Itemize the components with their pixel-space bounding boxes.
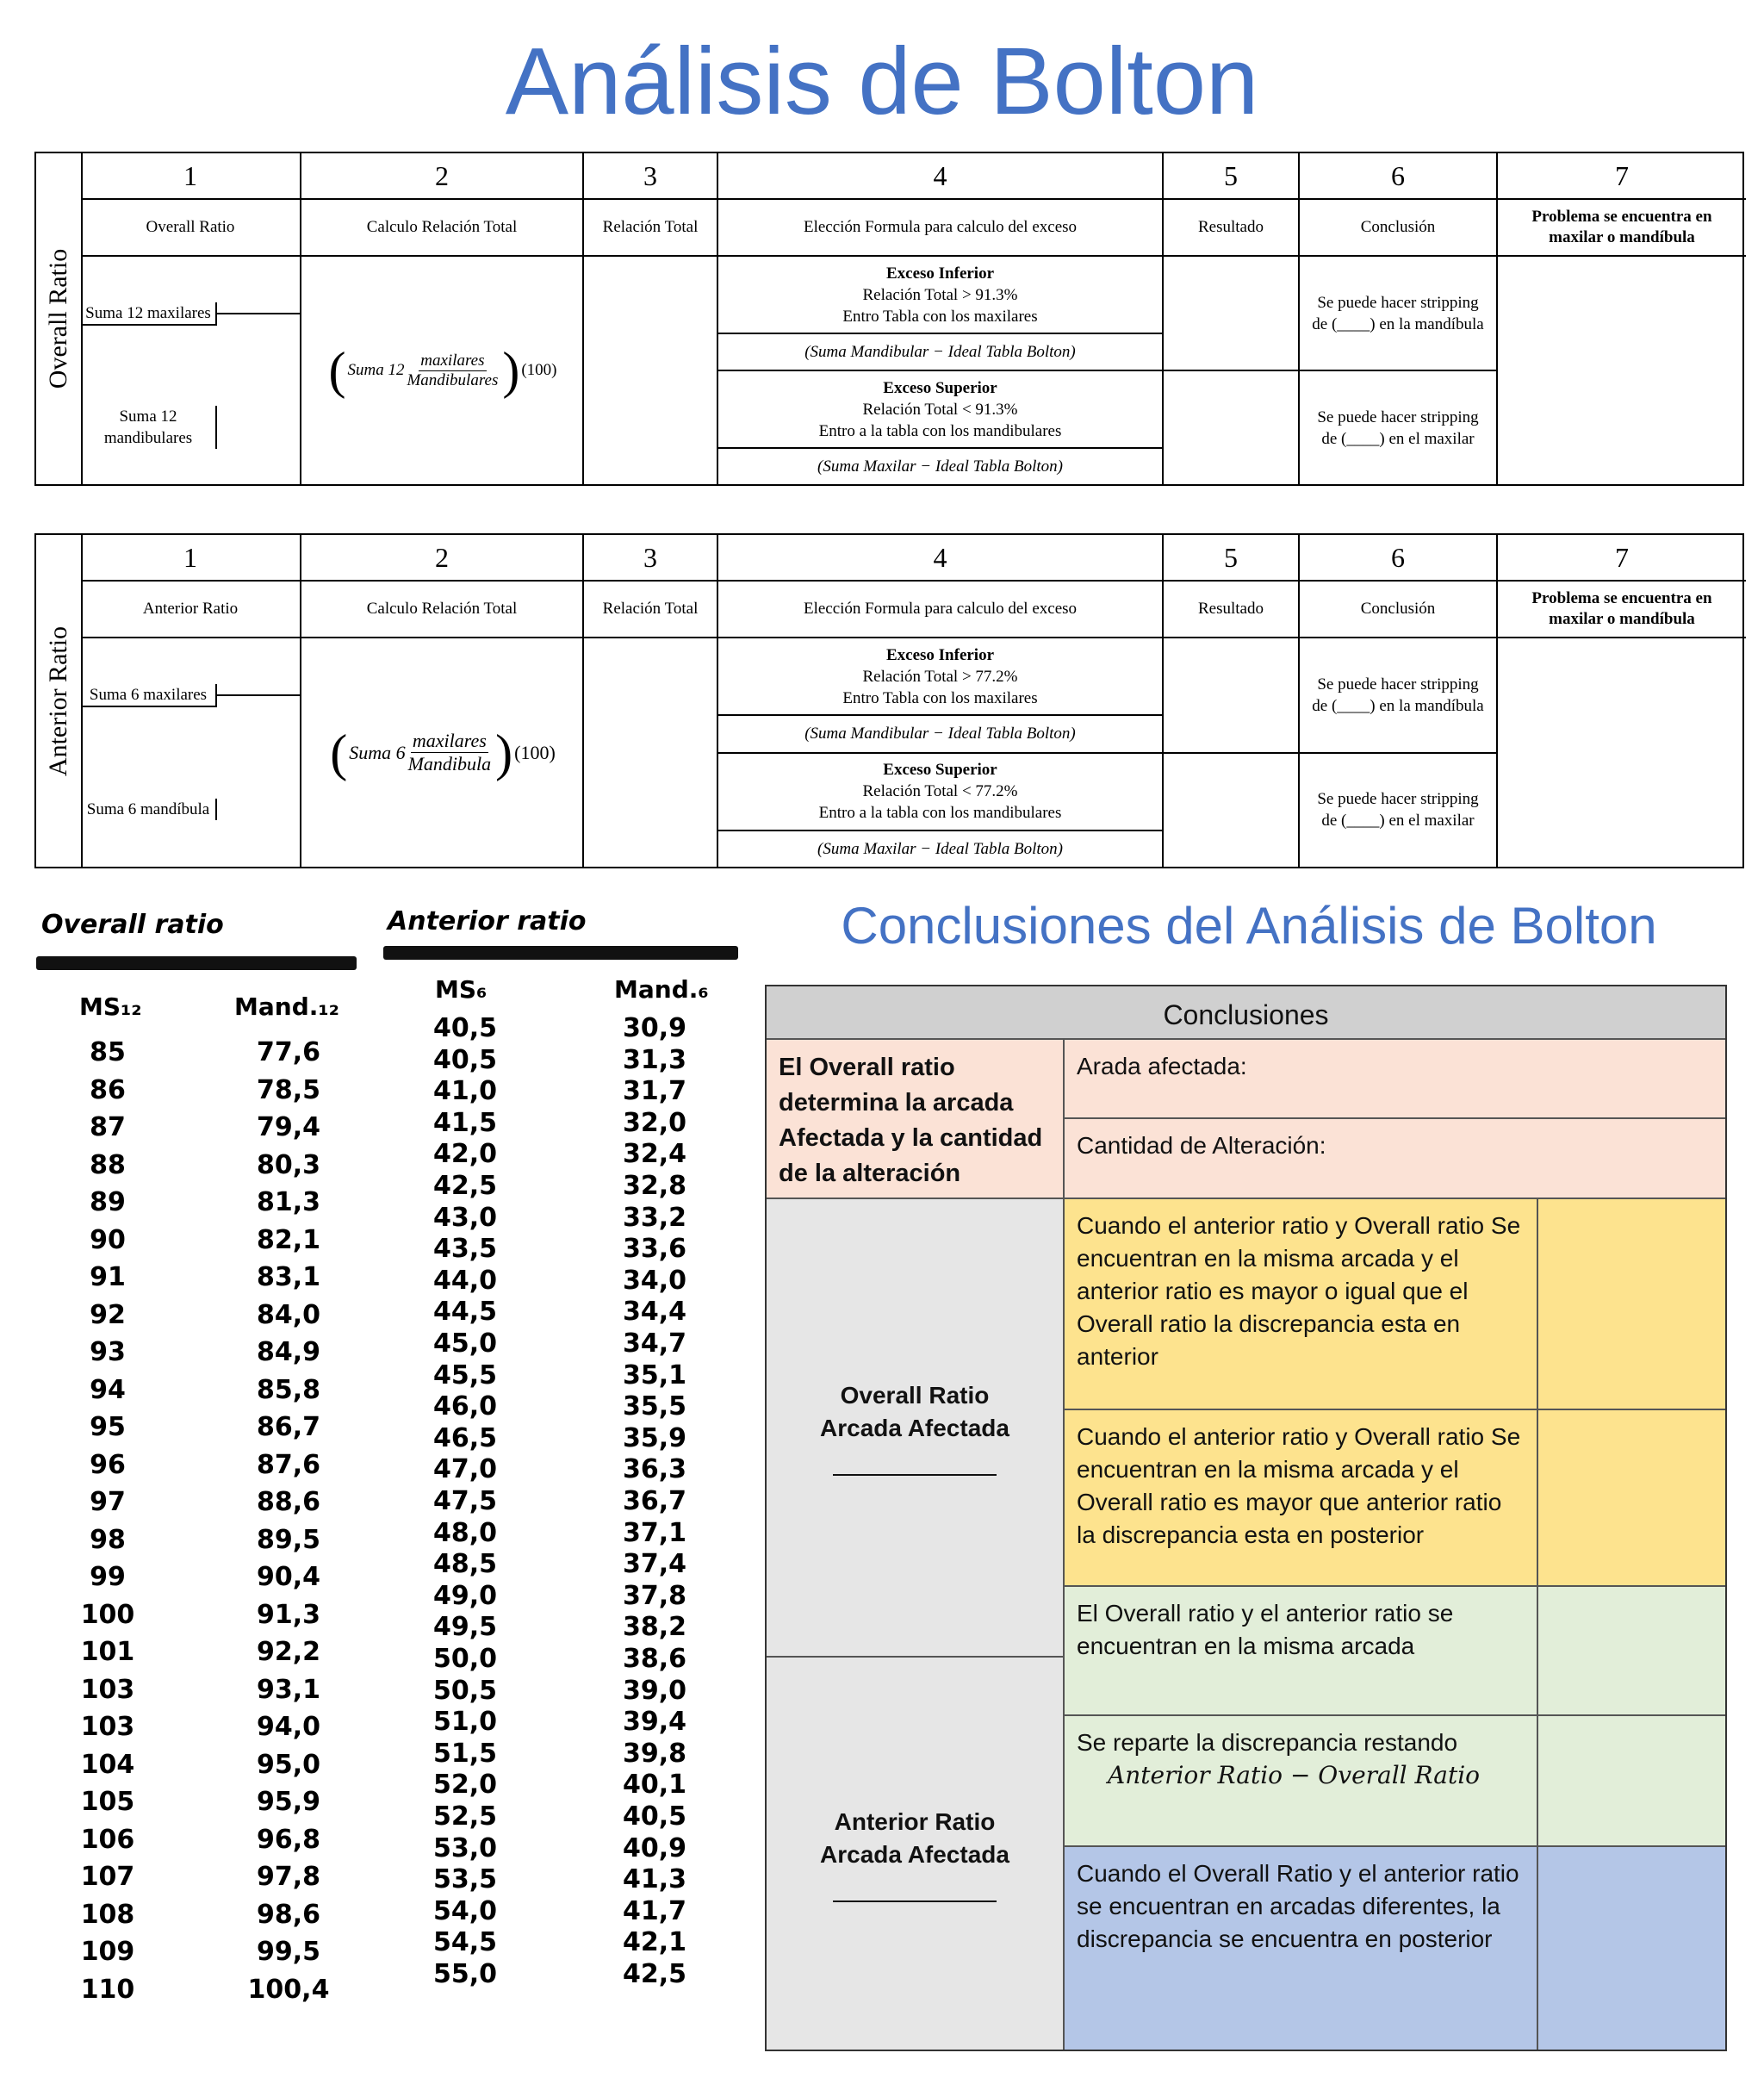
table-cell: 31,3 bbox=[622, 1044, 687, 1075]
table-cell: 40,5 bbox=[622, 1801, 687, 1832]
col-num-2: 2 bbox=[301, 153, 584, 200]
table-cell: 34,0 bbox=[622, 1265, 687, 1296]
anterior-ratio-table bbox=[34, 533, 1744, 868]
header-calculo: Calculo Relación Total bbox=[301, 582, 584, 638]
table-cell: 38,6 bbox=[622, 1644, 687, 1674]
sum-upper-input[interactable] bbox=[217, 313, 300, 314]
table-cell: 100,4 bbox=[247, 1974, 330, 2005]
table-cell: 33,6 bbox=[622, 1234, 687, 1265]
table-cell: 46,0 bbox=[432, 1391, 498, 1422]
table-cell: 92 bbox=[90, 1299, 126, 1330]
table-cell: 84,0 bbox=[256, 1299, 321, 1330]
header-relacion: Relación Total bbox=[584, 582, 718, 638]
resultado-cells bbox=[1164, 257, 1300, 484]
conclusion-cells: Se puede hacer stripping de (____) en la mandíbula Se puede hacer stripping de (____) en el maxilar bbox=[1300, 257, 1498, 484]
table-cell: 104 bbox=[80, 1749, 135, 1780]
table-cell: 40,9 bbox=[622, 1832, 687, 1863]
conclusions-header: Conclusiones bbox=[767, 986, 1725, 1040]
overall-side-label: Overall Ratio bbox=[36, 153, 83, 484]
table-cell: 110 bbox=[80, 1974, 135, 2005]
resultado-upper-input[interactable] bbox=[1164, 638, 1298, 752]
case4-check[interactable] bbox=[1538, 1716, 1725, 1847]
table-cell: 90,4 bbox=[256, 1562, 321, 1592]
table-cell: 93 bbox=[90, 1337, 126, 1367]
table-cell: 107 bbox=[80, 1862, 135, 1892]
table-cell: 32,8 bbox=[622, 1171, 687, 1201]
col-num-4: 4 bbox=[718, 535, 1164, 582]
table-cell: 53,5 bbox=[432, 1864, 498, 1895]
heading-rule bbox=[36, 956, 357, 970]
header-relacion: Relación Total bbox=[584, 200, 718, 257]
table-cell: 40,5 bbox=[432, 1044, 498, 1075]
resultado-lower-input[interactable] bbox=[1164, 752, 1298, 868]
overall-formula: ( Suma 12 $\frac{\text{maxilares}}{\text{Mandibulares}}$ ) (100) bbox=[301, 257, 584, 484]
table-cell: 50,0 bbox=[432, 1644, 498, 1674]
table-cell: 97 bbox=[90, 1487, 126, 1517]
table-cell: 85 bbox=[90, 1037, 126, 1067]
problema-input[interactable] bbox=[1498, 257, 1746, 484]
table-cell: 96 bbox=[90, 1449, 126, 1480]
table-cell: 83,1 bbox=[256, 1262, 321, 1292]
table-cell: 37,1 bbox=[622, 1517, 687, 1548]
table-cell: 37,4 bbox=[622, 1549, 687, 1580]
table-cell: 39,0 bbox=[622, 1675, 687, 1706]
col-head-mand12: Mand.₁₂ bbox=[234, 992, 339, 1021]
table-cell: 96,8 bbox=[256, 1824, 321, 1855]
table-cell: 44,5 bbox=[432, 1297, 498, 1328]
table-cell: 43,0 bbox=[432, 1202, 498, 1233]
table-cell: 41,3 bbox=[622, 1864, 687, 1895]
case-arcadas-diferentes: Cuando el Overall Ratio y el anterior ratio se encuentran en arcadas diferentes, la discrepancia se encuentra en posterior bbox=[1065, 1847, 1538, 2050]
table-cell: 80,3 bbox=[256, 1149, 321, 1180]
case-posterior-discrepancy: Cuando el anterior ratio y Overall ratio Se encuentran en la misma arcada y el Overall ratio es mayor que anterior ratio la discrepancia esta en posterior bbox=[1065, 1410, 1538, 1587]
col-num-1: 1 bbox=[81, 153, 301, 200]
table-cell: 43,5 bbox=[432, 1234, 498, 1265]
table-cell: 94,0 bbox=[256, 1712, 321, 1742]
table-cell: 42,0 bbox=[432, 1139, 498, 1170]
table-cell: 34,7 bbox=[622, 1328, 687, 1359]
table-cell: 46,5 bbox=[432, 1422, 498, 1453]
table-cell: 51,0 bbox=[432, 1707, 498, 1738]
relacion-total-input[interactable] bbox=[584, 638, 718, 867]
header-calculo: Calculo Relación Total bbox=[301, 200, 584, 257]
col-num-7: 7 bbox=[1498, 153, 1746, 200]
table-cell: 91 bbox=[90, 1262, 126, 1292]
header-resultado: Resultado bbox=[1164, 200, 1300, 257]
sum-upper-label: Suma 6 maxilares bbox=[81, 684, 217, 707]
case1-check[interactable] bbox=[1538, 1199, 1725, 1410]
table-cell: 92,2 bbox=[256, 1637, 321, 1667]
table-cell: 34,4 bbox=[622, 1297, 687, 1328]
table-cell: 101 bbox=[80, 1637, 135, 1667]
discrepancy-formula: Anterior Ratio − Overall Ratio bbox=[1108, 1761, 1481, 1789]
heading-rule bbox=[383, 946, 738, 960]
table-cell: 87 bbox=[90, 1112, 126, 1142]
header-eleccion: Elección Formula para calculo del exceso bbox=[718, 582, 1164, 638]
eleccion-cell: Exceso Inferior Relación Total > 91.3% Entro Tabla con los maxilares (Suma Mandibular − Ideal Tabla Bolton) Exceso Superior Relación Total < 91.3% Entro a la tabla con los mandibulares (Suma Maxilar − Ideal Tabla Bolton) bbox=[718, 257, 1164, 484]
table-cell: 41,5 bbox=[432, 1107, 498, 1138]
problema-input[interactable] bbox=[1498, 638, 1746, 867]
table-cell: 54,5 bbox=[432, 1927, 498, 1958]
table-cell: 105 bbox=[80, 1787, 135, 1817]
table-cell: 48,0 bbox=[432, 1517, 498, 1548]
header-conclusion: Conclusión bbox=[1300, 200, 1498, 257]
table-cell: 108 bbox=[80, 1899, 135, 1930]
table-cell: 36,7 bbox=[622, 1486, 687, 1516]
anterior-bolton-heading: Anterior ratio bbox=[388, 906, 587, 936]
header-resultado: Resultado bbox=[1164, 582, 1300, 638]
table-cell: 88 bbox=[90, 1149, 126, 1180]
table-cell: 89 bbox=[90, 1187, 126, 1217]
sum-upper-label: Suma 12 maxilares bbox=[81, 302, 217, 326]
table-cell: 32,0 bbox=[622, 1107, 687, 1138]
anterior-bolton-table bbox=[383, 905, 745, 2025]
table-cell: 49,5 bbox=[432, 1612, 498, 1643]
page-title: Análisis de Bolton bbox=[505, 28, 1259, 134]
col-num-4: 4 bbox=[718, 153, 1164, 200]
table-cell: 45,5 bbox=[432, 1359, 498, 1390]
table-cell: 109 bbox=[80, 1937, 135, 1967]
table-cell: 86,7 bbox=[256, 1412, 321, 1442]
table-cell: 99 bbox=[90, 1562, 126, 1592]
sum-lower-label: Suma 12 mandibulares bbox=[81, 406, 217, 449]
table-cell: 84,9 bbox=[256, 1337, 321, 1367]
col-num-7: 7 bbox=[1498, 535, 1746, 582]
sum-upper-input[interactable] bbox=[217, 694, 300, 696]
eleccion-cell: Exceso Inferior Relación Total > 77.2% Entro Tabla con los maxilares (Suma Mandibular − Ideal Tabla Bolton) Exceso Superior Relación Total < 77.2% Entro a la tabla con los mandibulares (Suma Maxilar − Ideal Tabla Bolton) bbox=[718, 638, 1164, 867]
table-cell: 99,5 bbox=[256, 1937, 321, 1967]
table-cell: 79,4 bbox=[256, 1112, 321, 1142]
table-cell: 55,0 bbox=[432, 1959, 498, 1989]
case-misma-arcada: El Overall ratio y el anterior ratio se encuentran en la misma arcada bbox=[1065, 1587, 1538, 1716]
overall-arcada-blank[interactable] bbox=[833, 1474, 997, 1476]
table-cell: 97,8 bbox=[256, 1862, 321, 1892]
header-conclusion: Conclusión bbox=[1300, 582, 1498, 638]
table-cell: 48,5 bbox=[432, 1549, 498, 1580]
table-cell: 30,9 bbox=[622, 1013, 687, 1043]
table-cell: 38,2 bbox=[622, 1612, 687, 1643]
col-num-6: 6 bbox=[1300, 153, 1498, 200]
sum-cells bbox=[81, 257, 301, 484]
table-cell: 35,1 bbox=[622, 1359, 687, 1390]
table-cell: 35,5 bbox=[622, 1391, 687, 1422]
table-cell: 39,4 bbox=[622, 1707, 687, 1738]
table-cell: 100 bbox=[80, 1599, 135, 1630]
anterior-formula: ( Suma 6 $\frac{\text{maxilares}}{\text{Mandibula}}$ ) (100) bbox=[301, 638, 584, 867]
table-cell: 32,4 bbox=[622, 1139, 687, 1170]
anterior-side-label: Anterior Ratio bbox=[36, 535, 83, 867]
col-head-mand6: Mand.₆ bbox=[614, 975, 709, 1004]
table-cell: 103 bbox=[80, 1712, 135, 1742]
header-anterior-ratio: Anterior Ratio bbox=[81, 582, 301, 638]
table-cell: 82,1 bbox=[256, 1224, 321, 1255]
table-cell: 41,0 bbox=[432, 1076, 498, 1107]
resultado-lower-input[interactable] bbox=[1164, 370, 1298, 484]
table-cell: 40,5 bbox=[432, 1013, 498, 1043]
table-cell: 88,6 bbox=[256, 1487, 321, 1517]
header-overall-ratio: Overall Ratio bbox=[81, 200, 301, 257]
header-problema: Problema se encuentra en maxilar o mandíbula bbox=[1498, 200, 1746, 257]
table-cell: 90 bbox=[90, 1224, 126, 1255]
case2-check[interactable] bbox=[1538, 1410, 1725, 1587]
table-cell: 42,5 bbox=[432, 1171, 498, 1201]
table-cell: 52,5 bbox=[432, 1801, 498, 1832]
table-cell: 95 bbox=[90, 1412, 126, 1442]
resultado-cells bbox=[1164, 638, 1300, 867]
table-cell: 36,3 bbox=[622, 1454, 687, 1485]
sum-lower-label: Suma 6 mandíbula bbox=[81, 799, 217, 820]
table-cell: 85,8 bbox=[256, 1374, 321, 1405]
table-cell: 40,1 bbox=[622, 1770, 687, 1801]
cantidad-alteracion-field[interactable]: Cantidad de Alteración: bbox=[1065, 1119, 1725, 1199]
table-cell: 89,5 bbox=[256, 1524, 321, 1555]
col-num-5: 5 bbox=[1164, 153, 1300, 200]
table-cell: 50,5 bbox=[432, 1675, 498, 1706]
header-problema: Problema se encuentra en maxilar o mandíbula bbox=[1498, 582, 1746, 638]
table-cell: 49,0 bbox=[432, 1580, 498, 1611]
col-num-3: 3 bbox=[584, 535, 718, 582]
table-cell: 42,5 bbox=[622, 1959, 687, 1989]
conclusion-cells: Se puede hacer stripping de (____) en la mandíbula Se puede hacer stripping de (____) en el maxilar bbox=[1300, 638, 1498, 867]
case-reparte-discrepancia: Se reparte la discrepancia restando Anterior Ratio − Overall Ratio bbox=[1065, 1716, 1538, 1847]
case3-check[interactable] bbox=[1538, 1587, 1725, 1716]
table-cell: 81,3 bbox=[256, 1187, 321, 1217]
table-cell: 33,2 bbox=[622, 1202, 687, 1233]
col-num-6: 6 bbox=[1300, 535, 1498, 582]
relacion-total-input[interactable] bbox=[584, 257, 718, 484]
resultado-upper-input[interactable] bbox=[1164, 257, 1298, 370]
table-cell: 37,8 bbox=[622, 1580, 687, 1611]
table-cell: 52,0 bbox=[432, 1770, 498, 1801]
table-cell: 93,1 bbox=[256, 1674, 321, 1705]
table-cell: 44,0 bbox=[432, 1265, 498, 1296]
table-cell: 91,3 bbox=[256, 1599, 321, 1630]
table-cell: 86 bbox=[90, 1074, 126, 1105]
table-cell: 103 bbox=[80, 1674, 135, 1705]
table-cell: 53,0 bbox=[432, 1832, 498, 1863]
case-anterior-discrepancy: Cuando el anterior ratio y Overall ratio Se encuentran en la misma arcada y el anterior ratio es mayor o igual que el Overall ratio la discrepancia esta en anterior bbox=[1065, 1199, 1538, 1410]
overall-bolton-table bbox=[34, 905, 370, 2025]
table-cell: 95,9 bbox=[256, 1787, 321, 1817]
overall-bolton-heading: Overall ratio bbox=[41, 910, 224, 940]
col-num-3: 3 bbox=[584, 153, 718, 200]
arcada-afectada-field[interactable]: Arada afectada: bbox=[1065, 1040, 1725, 1119]
table-cell: 87,6 bbox=[256, 1449, 321, 1480]
table-cell: 106 bbox=[80, 1824, 135, 1855]
overall-arcada-afectada: Overall Ratio Arcada Afectada bbox=[767, 1199, 1065, 1658]
col-num-5: 5 bbox=[1164, 535, 1300, 582]
table-cell: 95,0 bbox=[256, 1749, 321, 1780]
overall-ratio-table bbox=[34, 152, 1744, 486]
anterior-arcada-blank[interactable] bbox=[833, 1900, 997, 1902]
table-cell: 47,5 bbox=[432, 1486, 498, 1516]
conclusions-table bbox=[765, 985, 1727, 2051]
anterior-arcada-afectada: Anterior Ratio Arcada Afectada bbox=[767, 1658, 1065, 2050]
case5-check[interactable] bbox=[1538, 1847, 1725, 2050]
table-cell: 41,7 bbox=[622, 1895, 687, 1926]
conclusions-title: Conclusiones del Análisis de Bolton bbox=[841, 897, 1657, 955]
col-head-ms12: MS₁₂ bbox=[79, 992, 142, 1021]
header-eleccion: Elección Formula para calculo del exceso bbox=[718, 200, 1164, 257]
table-cell: 42,1 bbox=[622, 1927, 687, 1958]
sum-cells bbox=[81, 638, 301, 867]
table-cell: 98 bbox=[90, 1524, 126, 1555]
table-cell: 98,6 bbox=[256, 1899, 321, 1930]
col-head-ms6: MS₆ bbox=[435, 975, 488, 1004]
table-cell: 35,9 bbox=[622, 1422, 687, 1453]
table-cell: 47,0 bbox=[432, 1454, 498, 1485]
table-cell: 77,6 bbox=[256, 1037, 321, 1067]
table-cell: 54,0 bbox=[432, 1895, 498, 1926]
table-cell: 78,5 bbox=[256, 1074, 321, 1105]
col-num-1: 1 bbox=[81, 535, 301, 582]
overall-determina: El Overall ratio determina la arcada Afectada y la cantidad de la alteración bbox=[767, 1040, 1065, 1199]
table-cell: 39,8 bbox=[622, 1738, 687, 1769]
table-cell: 31,7 bbox=[622, 1076, 687, 1107]
table-cell: 45,0 bbox=[432, 1328, 498, 1359]
table-cell: 94 bbox=[90, 1374, 126, 1405]
col-num-2: 2 bbox=[301, 535, 584, 582]
table-cell: 51,5 bbox=[432, 1738, 498, 1769]
